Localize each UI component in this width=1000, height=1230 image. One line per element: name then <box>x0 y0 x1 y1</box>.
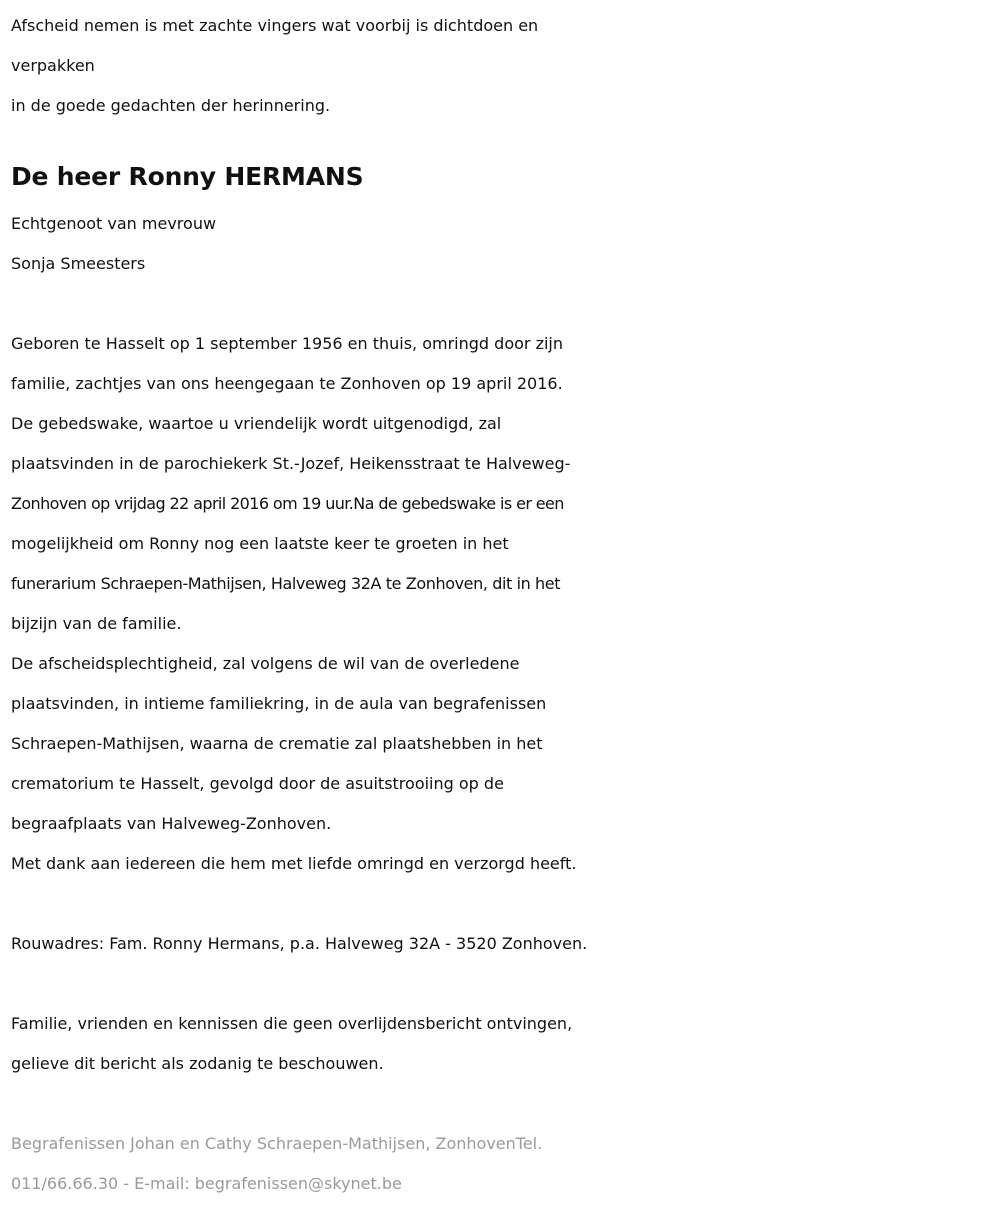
spacer <box>11 126 990 146</box>
footer-contact-line: 011/66.66.30 - E-mail: begrafenissen@skynet.be <box>11 1174 402 1193</box>
spacer <box>11 1084 990 1124</box>
relation-line: Sonja Smeesters <box>11 254 146 273</box>
body-line: Met dank aan iedereen die hem met liefde omringd en verzorgd heeft. <box>11 854 577 873</box>
notice-block <box>11 1004 990 1084</box>
spacer <box>11 884 990 924</box>
body-line: mogelijkheid om Ronny nog een laatste keer te groeten in het <box>11 534 509 553</box>
body-block <box>11 324 990 884</box>
body-line: funerarium Schraepen-Mathijsen, Halveweg 32A te Zonhoven, dit in het <box>11 574 561 593</box>
address-block <box>11 924 990 964</box>
poem-block <box>11 6 990 126</box>
notice-line: Familie, vrienden en kennissen die geen overlijdensbericht ontvingen, <box>11 1014 573 1033</box>
deceased-name: De heer Ronny HERMANS <box>11 162 364 191</box>
spacer <box>11 964 990 1004</box>
body-line: Zonhoven op vrijdag 22 april 2016 om 19 uur.Na de gebedswake is er een <box>11 494 564 513</box>
funeral-home-footer <box>11 1124 990 1204</box>
footer-line: Begrafenissen Johan en Cathy Schraepen-Mathijsen, ZonhovenTel. <box>11 1134 543 1153</box>
poem-line: Afscheid nemen is met zachte vingers wat voorbij is dichtdoen en <box>11 16 539 35</box>
body-line: crematorium te Hasselt, gevolgd door de asuitstrooiing op de <box>11 774 504 793</box>
body-line: Geboren te Hasselt op 1 september 1956 en thuis, omringd door zijn <box>11 334 563 353</box>
relation-line: Echtgenoot van mevrouw <box>11 214 217 233</box>
body-line: De afscheidsplechtigheid, zal volgens de wil van de overledene <box>11 654 520 673</box>
body-line: De gebedswake, waartoe u vriendelijk wordt uitgenodigd, zal <box>11 414 502 433</box>
mourning-address: Rouwadres: Fam. Ronny Hermans, p.a. Halveweg 32A - 3520 Zonhoven. <box>11 934 588 953</box>
body-line: plaatsvinden in de parochiekerk St.-Jozef, Heikensstraat te Halveweg- <box>11 454 571 473</box>
body-line: begraafplaats van Halveweg-Zonhoven. <box>11 814 332 833</box>
spacer <box>11 284 990 324</box>
body-line: Schraepen-Mathijsen, waarna de crematie zal plaatshebben in het <box>11 734 543 753</box>
relation-block <box>11 204 990 284</box>
poem-line: in de goede gedachten der herinnering. <box>11 96 331 115</box>
body-line: bijzijn van de familie. <box>11 614 182 633</box>
notice-line: gelieve dit bericht als zodanig te beschouwen. <box>11 1054 384 1073</box>
body-line: familie, zachtjes van ons heengegaan te Zonhoven op 19 april 2016. <box>11 374 563 393</box>
poem-line: verpakken <box>11 56 95 75</box>
body-line: plaatsvinden, in intieme familiekring, in de aula van begrafenissen <box>11 694 547 713</box>
